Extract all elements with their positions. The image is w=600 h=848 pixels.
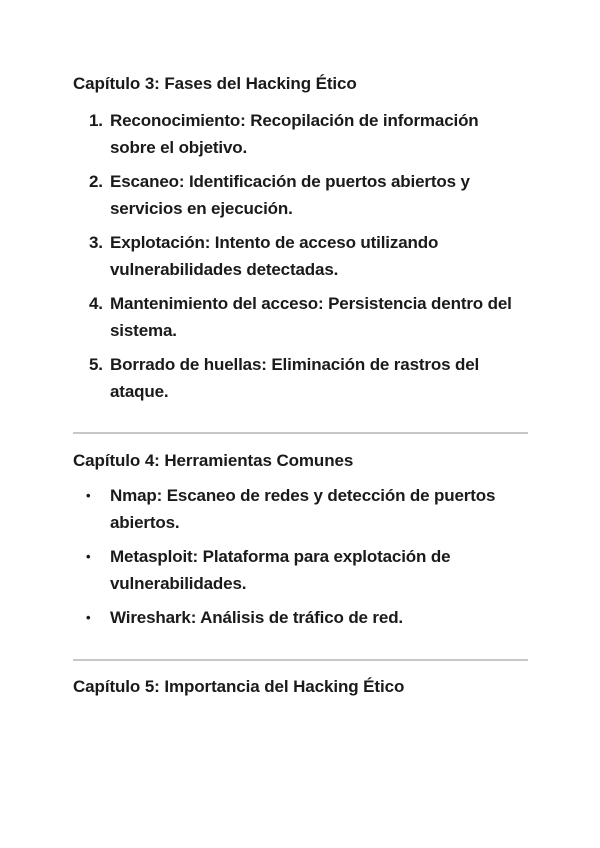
section-divider	[73, 432, 528, 434]
list-item-number: 5.	[89, 355, 103, 374]
section-divider	[73, 659, 528, 661]
list-item-number: 1.	[89, 111, 103, 130]
list-item-text: Reconocimiento: Recopilación de información sobre el objetivo.	[110, 111, 479, 157]
chapter-5-heading: Capítulo 5: Importancia del Hacking Ético	[73, 677, 405, 696]
list-item-number: 4.	[89, 294, 103, 313]
list-item-text: Borrado de huellas: Eliminación de rastros del ataque.	[110, 355, 480, 401]
list-item-text: Explotación: Intento de acceso utilizando vulnerabilidades detectadas.	[110, 233, 439, 279]
bullet-icon: •	[86, 549, 91, 564]
list-item-text: Mantenimiento del acceso: Persistencia dentro del sistema.	[110, 294, 512, 340]
list-item-text: Nmap: Escaneo de redes y detección de puertos abiertos.	[110, 486, 496, 532]
list-item-number: 2.	[89, 172, 103, 191]
list-item-text: Escaneo: Identificación de puertos abiertos y servicios en ejecución.	[110, 172, 470, 218]
chapter-3-heading: Capítulo 3: Fases del Hacking Ético	[73, 74, 357, 93]
list-item-text: Wireshark: Análisis de tráfico de red.	[110, 608, 404, 627]
bullet-icon: •	[86, 610, 91, 625]
bullet-icon: •	[86, 488, 91, 503]
list-item-number: 3.	[89, 233, 103, 252]
list-item-text: Metasploit: Plataforma para explotación de vulnerabilidades.	[110, 547, 451, 593]
chapter-4-heading: Capítulo 4: Herramientas Comunes	[73, 451, 354, 470]
